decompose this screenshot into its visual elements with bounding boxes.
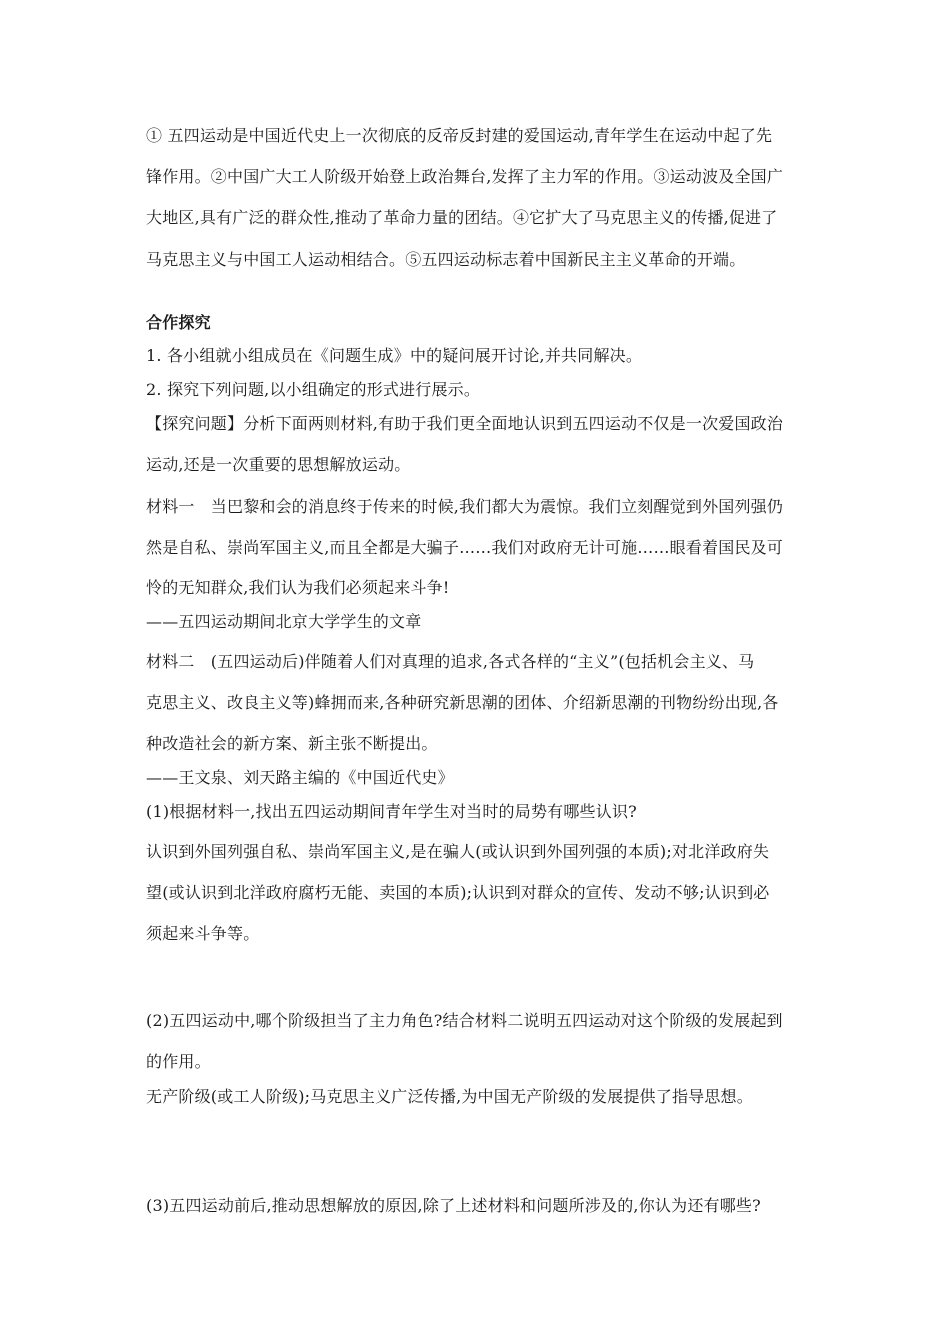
question-2-line: 的作用。 bbox=[146, 1052, 211, 1071]
material-1-source: ——五四运动期间北京大学学生的文章 bbox=[146, 612, 422, 631]
answer-1-line: 认识到外国列强自私、崇尚军国主义,是在骗人(或认识到外国列强的本质);对北洋政府失 bbox=[146, 842, 770, 861]
answer-2: 无产阶级(或工人阶级);马克思主义广泛传播,为中国无产阶级的发展提供了指导思想。 bbox=[146, 1087, 753, 1106]
material-1-line: 材料一 当巴黎和会的消息终于传来的时候,我们都大为震惊。我们立刻醒觉到外国列强仍 bbox=[146, 497, 784, 516]
material-1-line: 怜的无知群众,我们认为我们必须起来斗争! bbox=[146, 578, 450, 597]
question-3: (3)五四运动前后,推动思想解放的原因,除了上述材料和问题所涉及的,你认为还有哪些? bbox=[146, 1196, 761, 1215]
material-1-line: 然是自私、崇尚军国主义,而且全都是大骗子……我们对政府无计可施……眼看着国民及可 bbox=[146, 538, 784, 557]
question-intro-line: 【探究问题】分析下面两则材料,有助于我们更全面地认识到五四运动不仅是一次爱国政治 bbox=[146, 414, 784, 433]
material-2-line: 材料二 (五四运动后)伴随着人们对真理的追求,各式各样的“主义”(包括机会主义、马 bbox=[146, 652, 755, 671]
question-1: (1)根据材料一,找出五四运动期间青年学生对当时的局势有哪些认识? bbox=[146, 802, 637, 821]
instruction-item-2: 2. 探究下列问题,以小组确定的形式进行展示。 bbox=[146, 380, 481, 399]
section-heading: 合作探究 bbox=[146, 313, 211, 332]
question-2-line: (2)五四运动中,哪个阶级担当了主力角色?结合材料二说明五四运动对这个阶级的发展起到 bbox=[146, 1011, 783, 1030]
instruction-item-1: 1. 各小组就小组成员在《问题生成》中的疑问展开讨论,并共同解决。 bbox=[146, 346, 643, 365]
answer-1-line: 望(或认识到北洋政府腐朽无能、卖国的本质);认识到对群众的宣传、发动不够;认识到必 bbox=[146, 883, 770, 902]
material-2-line: 种改造社会的新方案、新主张不断提出。 bbox=[146, 734, 438, 753]
question-intro-line: 运动,还是一次重要的思想解放运动。 bbox=[146, 455, 411, 474]
material-2-line: 克思主义、改良主义等)蜂拥而来,各种研究新思潮的团体、介绍新思潮的刊物纷纷出现,各 bbox=[146, 693, 779, 712]
material-2-source: ——王文泉、刘天路主编的《中国近代史》 bbox=[146, 768, 454, 787]
intro-line: 锋作用。②中国广大工人阶级开始登上政治舞台,发挥了主力军的作用。③运动波及全国广 bbox=[146, 167, 784, 186]
intro-line: 马克思主义与中国工人运动相结合。⑤五四运动标志着中国新民主主义革命的开端。 bbox=[146, 250, 746, 269]
intro-line: 大地区,具有广泛的群众性,推动了革命力量的团结。④它扩大了马克思主义的传播,促进了 bbox=[146, 208, 778, 227]
answer-1-line: 须起来斗争等。 bbox=[146, 924, 260, 943]
intro-line: ① 五四运动是中国近代史上一次彻底的反帝反封建的爱国运动,青年学生在运动中起了先 bbox=[146, 126, 773, 145]
